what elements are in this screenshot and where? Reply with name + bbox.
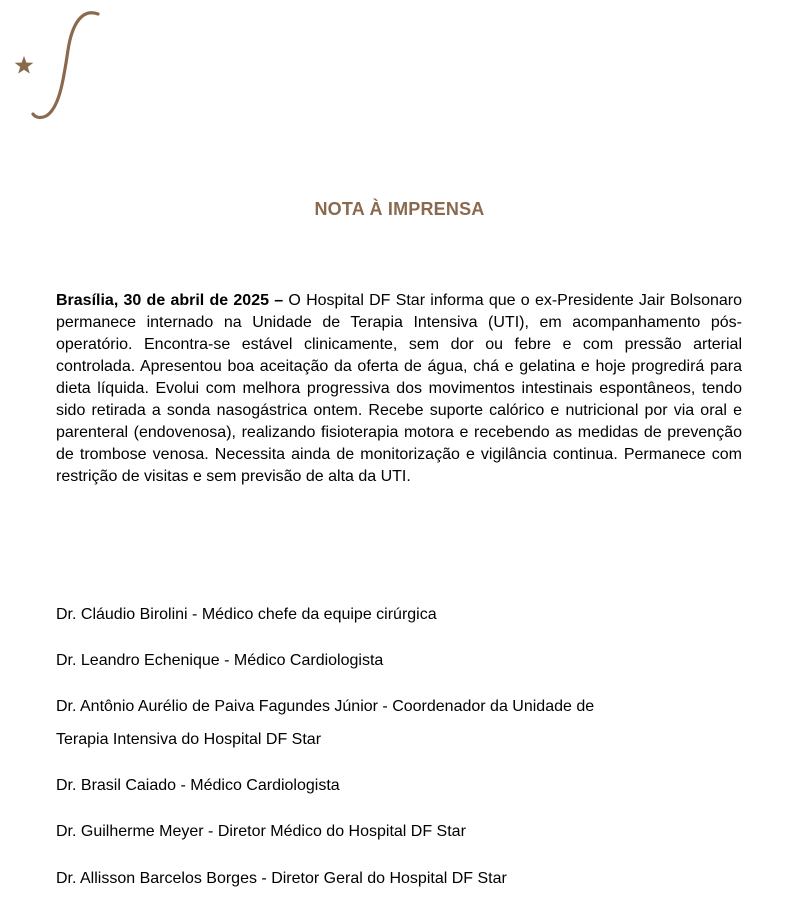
signature-line: Dr. Brasil Caiado - Médico Cardiologista [56,777,340,794]
hospital-logo [10,10,110,125]
signature-line: Dr. Leandro Echenique - Médico Cardiologista [56,652,384,669]
signature-line: Dr. Cláudio Birolini - Médico chefe da equipe cirúrgica [56,606,437,623]
page-title: NOTA À IMPRENSA [314,199,485,219]
press-statement [56,290,742,488]
signature-line: Terapia Intensiva do Hospital DF Star [56,731,322,748]
logo-integral-stroke [33,13,98,118]
signature-line: Dr. Antônio Aurélio de Paiva Fagundes Júnior - Coordenador da Unidade de [56,698,595,715]
logo-star [15,56,34,74]
star-and-integral-logo-icon [10,10,110,125]
signature-line: Dr. Guilherme Meyer - Diretor Médico do Hospital DF Star [56,823,466,840]
statement-dateline: Brasília, 30 de abril de 2025 – [56,292,284,309]
statement-body: O Hospital DF Star informa que o ex-Presidente Jair Bolsonaro permanece internado na Unidade de Terapia Intensiva (UTI), em acompanhamento pós-operatório. Encontra-se estável clinicamente, sem dor ou febre e com pressão arterial controlada. Apresentou boa aceitação da oferta de água, chá e gelatina e hoje progredirá para dieta líquida. Evolui com melhora progressiva dos movimentos intestinais espontâneos, tendo sido retirada a sonda nasogástrica ontem. Recebe suporte calórico e nutricional por via oral e parenteral (endovenosa), realizando fisioterapia motora e recebendo as medidas de prevenção de trombose venosa. Necessita ainda de monitorização e vigilância continua. Permanece com restrição de visitas e sem previsão de alta da UTI. [56,292,742,485]
signature-line: Dr. Allisson Barcelos Borges - Diretor Geral do Hospital DF Star [56,870,507,887]
